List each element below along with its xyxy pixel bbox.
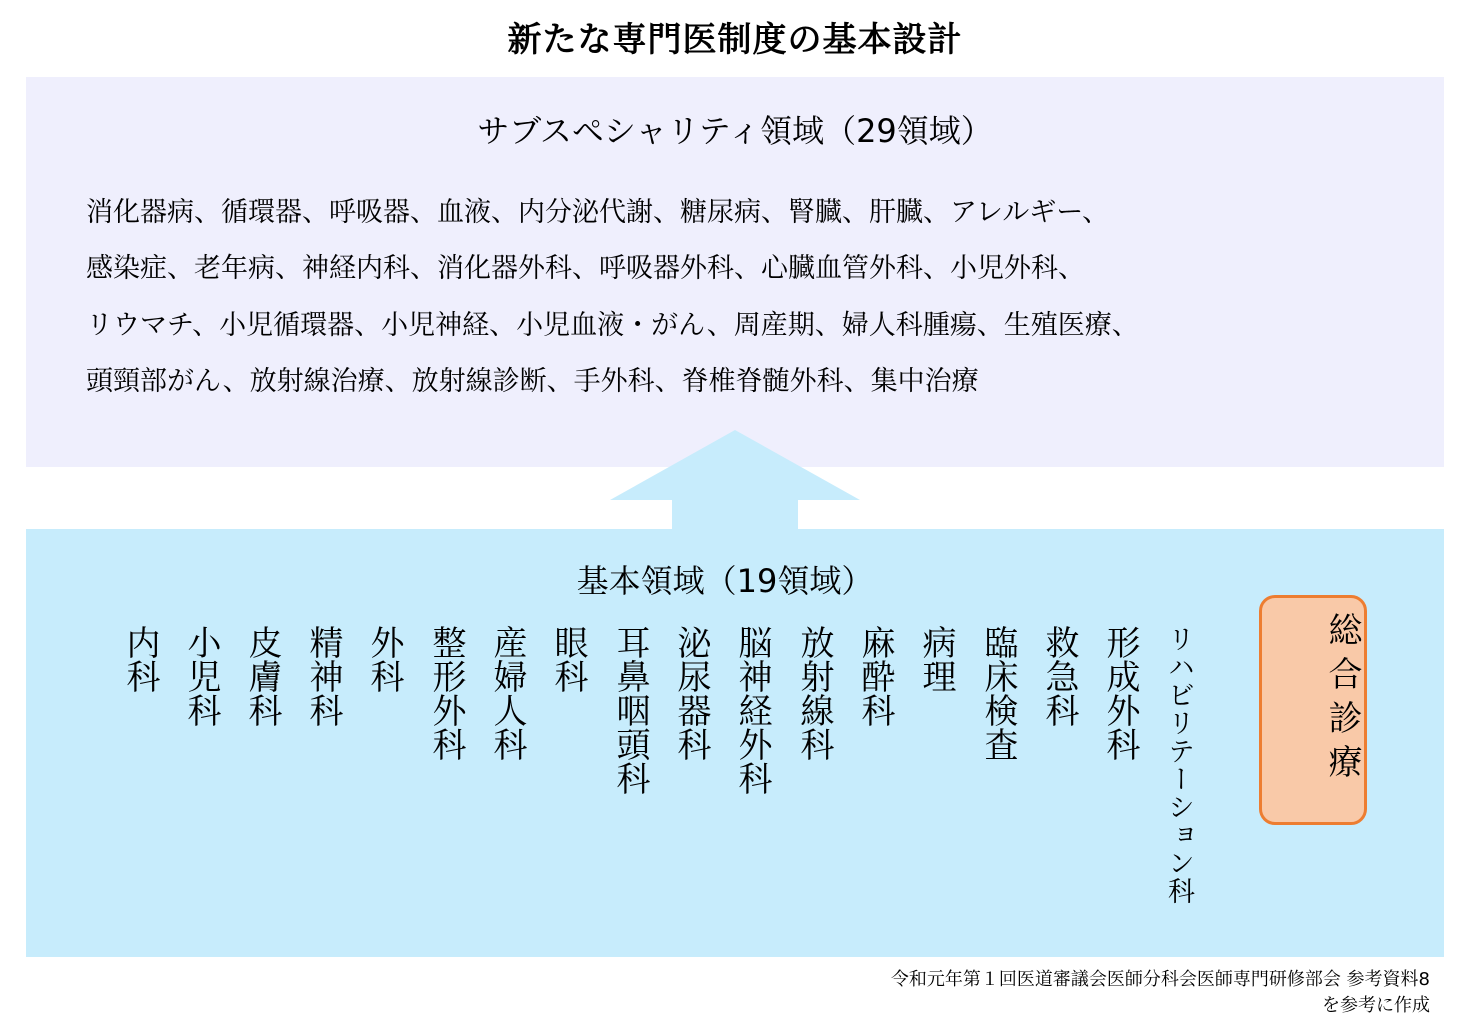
- page-title: 新たな専門医制度の基本設計: [507, 20, 963, 60]
- basic-field-internal-medicine: 内科: [120, 625, 160, 693]
- subspecialty-heading: サブスペシャリティ領域（29領域）: [477, 112, 993, 150]
- basic-field-rehabilitation: リハビリテーション科: [1163, 625, 1194, 905]
- subspecialty-line-4: 頭頸部がん、放射線治療、放射線診断、手外科、脊椎脊髄外科、集中治療: [86, 366, 979, 397]
- source-note: [891, 967, 1430, 1019]
- subspecialty-line-1: 消化器病、循環器、呼吸器、血液、内分泌代謝、糖尿病、腎臓、肝臓、アレルギー、: [86, 197, 1110, 228]
- basic-heading: 基本領域（19領域）: [576, 562, 874, 600]
- basic-field-pediatrics: 小児科: [181, 625, 221, 727]
- basic-field-pathology: 病理: [916, 625, 956, 693]
- basic-field-obstetrics-gynecology: 産婦人科: [487, 625, 527, 761]
- basic-field-radiology: 放射線科: [794, 625, 834, 761]
- subspecialty-line-2: 感染症、老年病、神経内科、消化器外科、呼吸器外科、心臓血管外科、小児外科、: [86, 253, 1085, 284]
- subspecialty-line-3: リウマチ、小児循環器、小児神経、小児血液・がん、周産期、婦人科腫瘍、生殖医療、: [86, 310, 1139, 341]
- basic-field-plastic-surgery: 形成外科: [1100, 625, 1140, 761]
- basic-field-otolaryngology: 耳鼻咽頭科: [610, 625, 650, 795]
- basic-field-clinical-laboratory: 臨床検査: [978, 625, 1018, 761]
- basic-field-orthopedics: 整形外科: [426, 625, 466, 761]
- basic-field-psychiatry: 精神科: [303, 625, 343, 727]
- basic-field-dermatology: 皮膚科: [242, 625, 282, 727]
- source-line-2: を参考に作成: [1322, 995, 1430, 1016]
- basic-field-ophthalmology: 眼科: [548, 625, 588, 693]
- basic-field-emergency: 救急科: [1039, 625, 1079, 727]
- up-arrow-icon: [610, 430, 860, 530]
- basic-field-anesthesiology: 麻酔科: [855, 625, 895, 727]
- basic-field-urology: 泌尿器科: [671, 625, 711, 761]
- basic-field-surgery: 外科: [364, 625, 404, 693]
- basic-field-neurosurgery: 脳神経外科: [732, 625, 772, 795]
- source-line-1: 令和元年第１回医道審議会医師分科会医師専門研修部会 参考資料8: [890, 969, 1430, 990]
- general-medicine-label: 総合診療: [1322, 612, 1362, 788]
